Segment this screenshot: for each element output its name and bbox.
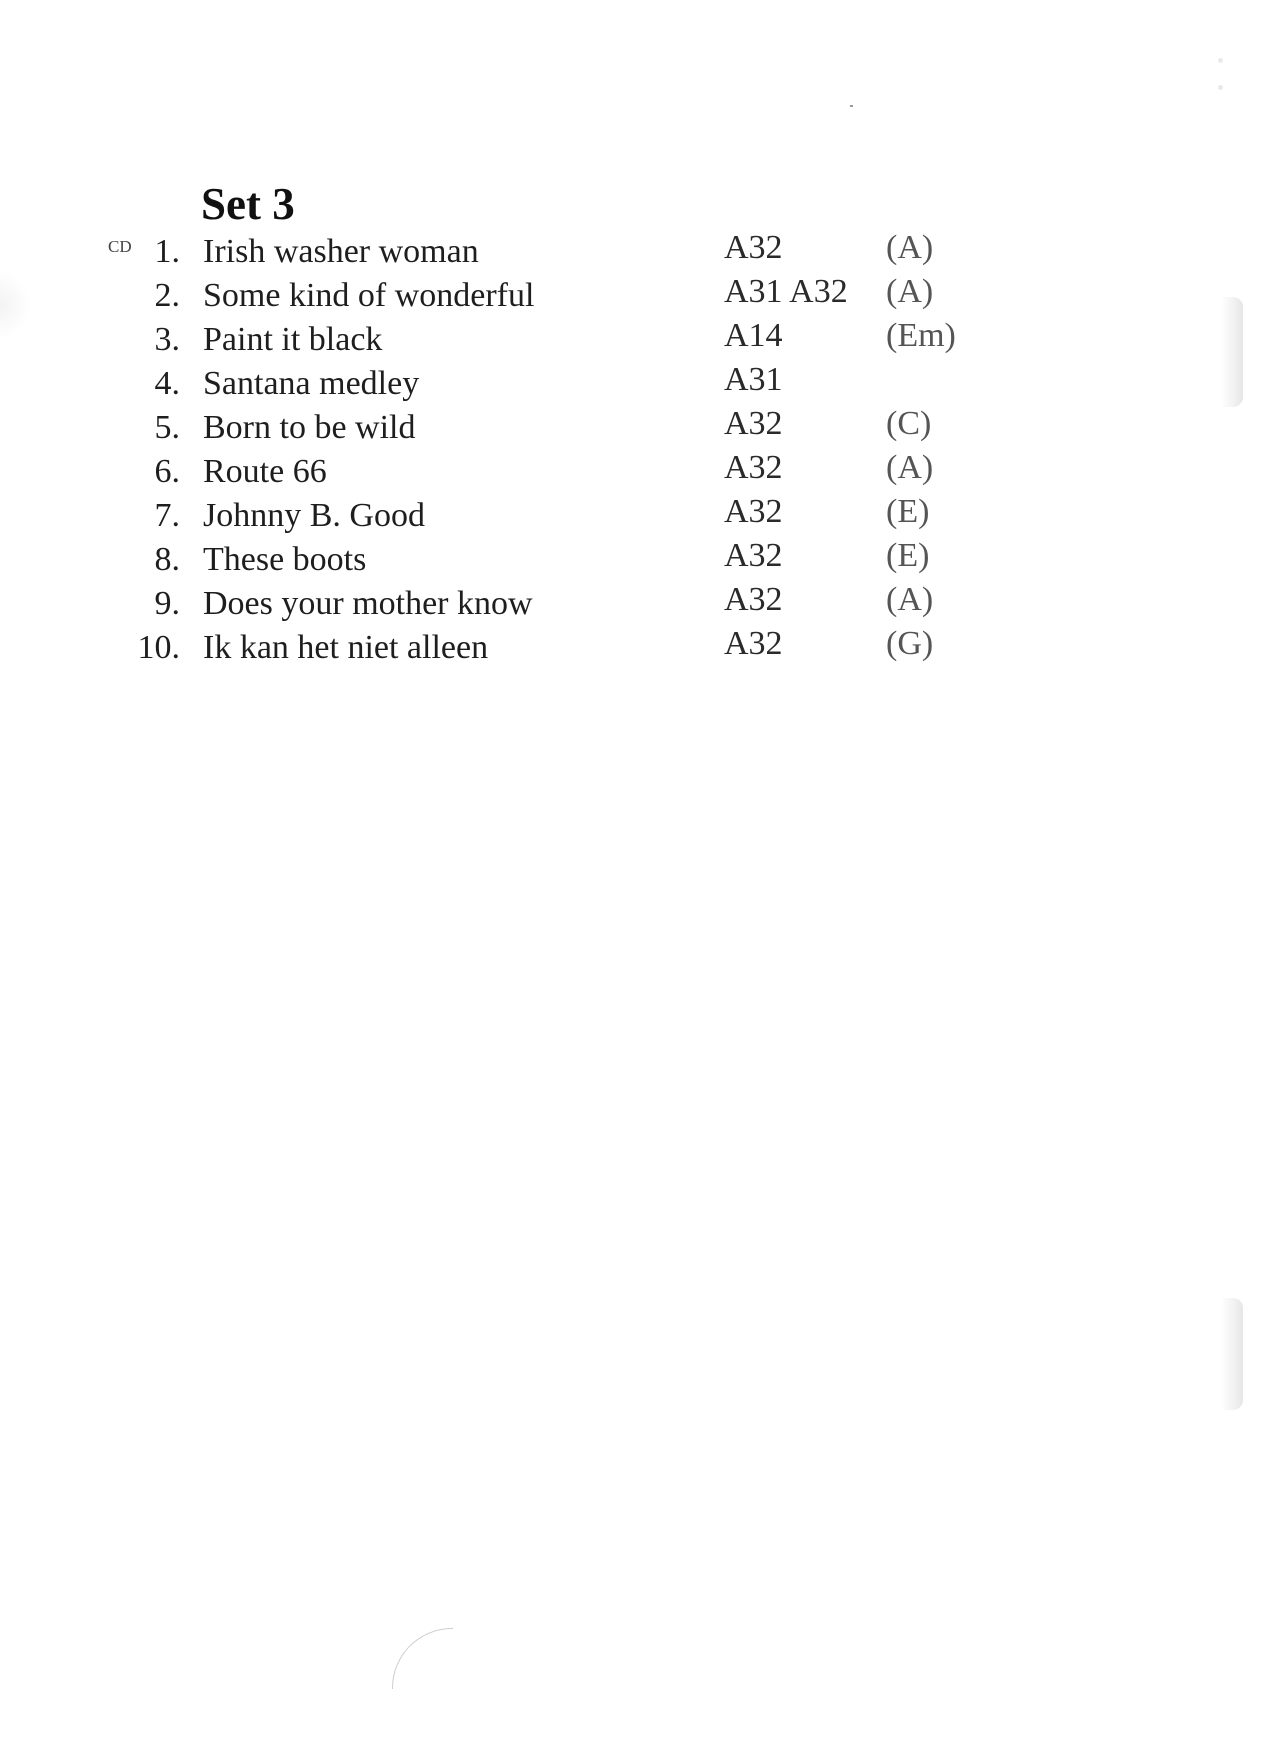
track-list [0, 230, 1275, 670]
scan-dot [1218, 85, 1223, 90]
track-code: A31 A32 [724, 273, 848, 310]
track-code: A32 [724, 405, 783, 442]
track-number: 2. [154, 277, 180, 314]
track-number: 6. [154, 453, 180, 490]
track-row [0, 318, 1275, 362]
track-row [0, 406, 1275, 450]
track-key: (A) [886, 449, 934, 486]
track-title: Paint it black [203, 321, 383, 358]
track-code: A14 [724, 317, 783, 354]
track-code: A31 [724, 361, 783, 398]
track-row [0, 274, 1275, 318]
track-title: Santana medley [203, 365, 420, 402]
track-title: Irish washer woman [203, 233, 479, 270]
track-key: (C) [886, 405, 932, 442]
track-code: A32 [724, 229, 783, 266]
track-row [0, 450, 1275, 494]
track-number: 7. [154, 497, 180, 534]
track-title: Johnny B. Good [203, 497, 425, 534]
track-row [0, 538, 1275, 582]
track-title: Does your mother know [203, 585, 533, 622]
track-code: A32 [724, 625, 783, 662]
track-title: Born to be wild [203, 409, 416, 446]
track-title: Ik kan het niet alleen [203, 629, 489, 666]
track-key: (E) [886, 493, 930, 530]
track-row [0, 230, 1275, 274]
track-key: (G) [886, 625, 934, 662]
track-number: 4. [154, 365, 180, 402]
track-key: (A) [886, 581, 934, 618]
track-code: A32 [724, 581, 783, 618]
track-number: 9. [154, 585, 180, 622]
track-key: (A) [886, 273, 934, 310]
track-key: (E) [886, 537, 930, 574]
track-title: These boots [203, 541, 367, 578]
cd-label: CD [108, 237, 132, 256]
track-row [0, 494, 1275, 538]
binder-tab-shadow [1221, 1298, 1243, 1410]
track-number: 10. [137, 629, 180, 666]
punch-hole-arc [392, 1628, 453, 1689]
track-row [0, 626, 1275, 670]
scan-speck [850, 105, 853, 107]
set-title: Set 3 [201, 179, 295, 229]
track-number: 8. [154, 541, 180, 578]
track-number: 1. [154, 233, 180, 270]
track-row [0, 582, 1275, 626]
track-code: A32 [724, 449, 783, 486]
track-key: (Em) [886, 317, 956, 354]
track-number: 3. [154, 321, 180, 358]
track-number: 5. [154, 409, 180, 446]
track-code: A32 [724, 537, 783, 574]
track-code: A32 [724, 493, 783, 530]
scan-dot [1218, 58, 1223, 63]
track-key: (A) [886, 229, 934, 266]
track-title: Some kind of wonderful [203, 277, 535, 314]
track-row [0, 362, 1275, 406]
track-title: Route 66 [203, 453, 327, 490]
